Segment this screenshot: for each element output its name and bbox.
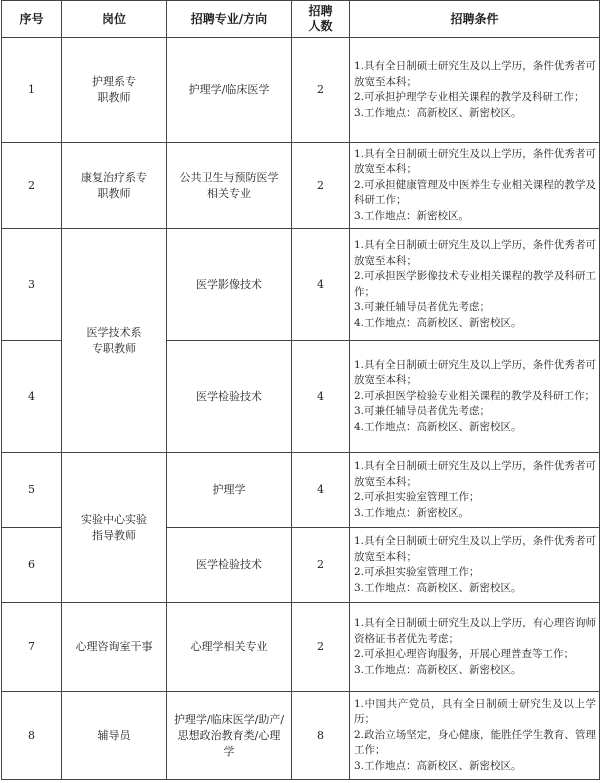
condition-line: 4.工作地点：高新校区、新密校区。 (354, 420, 522, 433)
table-row (2, 229, 600, 341)
row-conditions (350, 528, 600, 603)
row-position: 心理咨询室干事 (62, 603, 167, 692)
condition-line: 3.可兼任辅导员者优先考虑； (354, 405, 491, 418)
row-count: 2 (292, 603, 350, 692)
condition-line: 2.可承担心理咨询服务，开展心理普查等工作； (354, 648, 575, 660)
condition-line: 1.具有全日制硕士研究生及以上学历，条件优秀者可放宽至本科； (354, 535, 596, 563)
row-conditions (350, 143, 600, 229)
row-conditions (350, 603, 600, 692)
recruitment-table (1, 0, 600, 780)
condition-line: 3.工作地点：新密校区。 (354, 209, 470, 222)
condition-line: 1.具有全日制硕士研究生及以上学历，条件优秀者可放宽至本科； (354, 147, 596, 176)
row-major: 医学检验技术 (167, 341, 292, 453)
row-no: 3 (2, 229, 62, 341)
row-count: 2 (292, 528, 350, 603)
row-major: 护理学 (167, 453, 292, 528)
row-position: 辅导员 (62, 692, 167, 780)
row-no: 2 (2, 143, 62, 229)
condition-line: 3.可兼任辅导员者优先考虑； (354, 301, 491, 313)
table-header-row (2, 1, 600, 38)
table-row (2, 38, 600, 143)
row-position-text: 护理系专职教师 (92, 75, 136, 104)
row-no: 5 (2, 453, 62, 528)
table-row (2, 603, 600, 692)
header-major: 招聘专业/方向 (167, 1, 292, 38)
condition-line: 3.工作地点：新密校区。 (354, 506, 470, 519)
condition-line: 1.中国共产党员，具有全日制硕士研究生及以上学历； (354, 697, 596, 726)
condition-line: 1.具有全日制硕士研究生及以上学历，有心理咨询师资格证书者优先考虑； (354, 617, 596, 645)
condition-line: 3.工作地点：高新校区、新密校区。 (354, 106, 522, 119)
condition-line: 1.具有全日制硕士研究生及以上学历，条件优秀者可放宽至本科； (354, 358, 596, 387)
condition-line: 1.具有全日制硕士研究生及以上学历，条件优秀者可放宽至本科； (354, 239, 596, 267)
row-count: 4 (292, 453, 350, 528)
row-conditions (350, 453, 600, 528)
row-conditions (350, 341, 600, 453)
row-position-text: 实验中心实验指导教师 (81, 512, 147, 542)
row-count: 4 (292, 341, 350, 453)
row-position (62, 38, 167, 143)
condition-line: 2.可承担医学检验专业相关课程的教学及科研工作； (354, 389, 596, 402)
row-conditions (350, 229, 600, 341)
header-count (292, 1, 350, 38)
row-major: 护理学/临床医学 (167, 38, 292, 143)
table-row (2, 143, 600, 229)
header-conditions: 招聘条件 (350, 1, 600, 38)
table-row (2, 692, 600, 780)
row-major: 医学影像技术 (167, 229, 292, 341)
row-major: 医学检验技术 (167, 528, 292, 603)
row-count: 2 (292, 38, 350, 143)
row-position (62, 229, 167, 453)
row-major (167, 143, 292, 229)
row-no: 1 (2, 38, 62, 143)
condition-line: 4.工作地点：高新校区、新密校区。 (354, 316, 522, 329)
row-major-text: 护理学/临床医学/助产/思想政治教育类/心理学 (173, 712, 285, 758)
header-count-text: 招聘人数 (308, 4, 333, 33)
row-count: 4 (292, 229, 350, 341)
condition-line: 3.工作地点：高新校区、新密校区。 (354, 581, 522, 594)
condition-line: 2.可承担医学影像技术专业相关课程的教学及科研工作； (354, 270, 596, 298)
row-no: 4 (2, 341, 62, 453)
row-conditions (350, 38, 600, 143)
row-no: 6 (2, 528, 62, 603)
condition-line: 2.可承担实验室管理工作； (354, 491, 480, 503)
condition-line: 3.工作地点：高新校区、新密校区。 (354, 759, 522, 772)
row-major (167, 692, 292, 780)
condition-line: 1.具有全日制硕士研究生及以上学历，条件优秀者可放宽至本科； (354, 60, 596, 88)
table-row (2, 453, 600, 528)
header-no: 序号 (2, 1, 62, 38)
row-major-text: 公共卫生与预防医学相关专业 (179, 170, 279, 200)
row-position (62, 453, 167, 603)
row-conditions (350, 692, 600, 780)
header-position: 岗位 (62, 1, 167, 38)
condition-line: 2.可承担健康管理及中医养生专业相关课程的教学及科研工作； (354, 178, 596, 207)
row-position-text: 医学技术系专职教师 (86, 325, 142, 355)
row-count: 2 (292, 143, 350, 229)
row-major: 心理学相关专业 (167, 603, 292, 692)
condition-line: 1.具有全日制硕士研究生及以上学历，条件优秀者可放宽至本科； (354, 460, 596, 488)
condition-line: 2.政治立场坚定，身心健康，能胜任学生教育、管理工作； (354, 728, 596, 757)
row-count: 8 (292, 692, 350, 780)
row-no: 7 (2, 603, 62, 692)
condition-line: 2.可承担护理学专业相关课程的教学及科研工作； (354, 91, 585, 103)
row-no: 8 (2, 692, 62, 780)
condition-line: 2.可承担实验室管理工作； (354, 566, 480, 578)
row-position (62, 143, 167, 229)
condition-line: 3.工作地点：高新校区、新密校区。 (354, 663, 522, 676)
row-position-text: 康复治疗系专职教师 (81, 170, 147, 200)
